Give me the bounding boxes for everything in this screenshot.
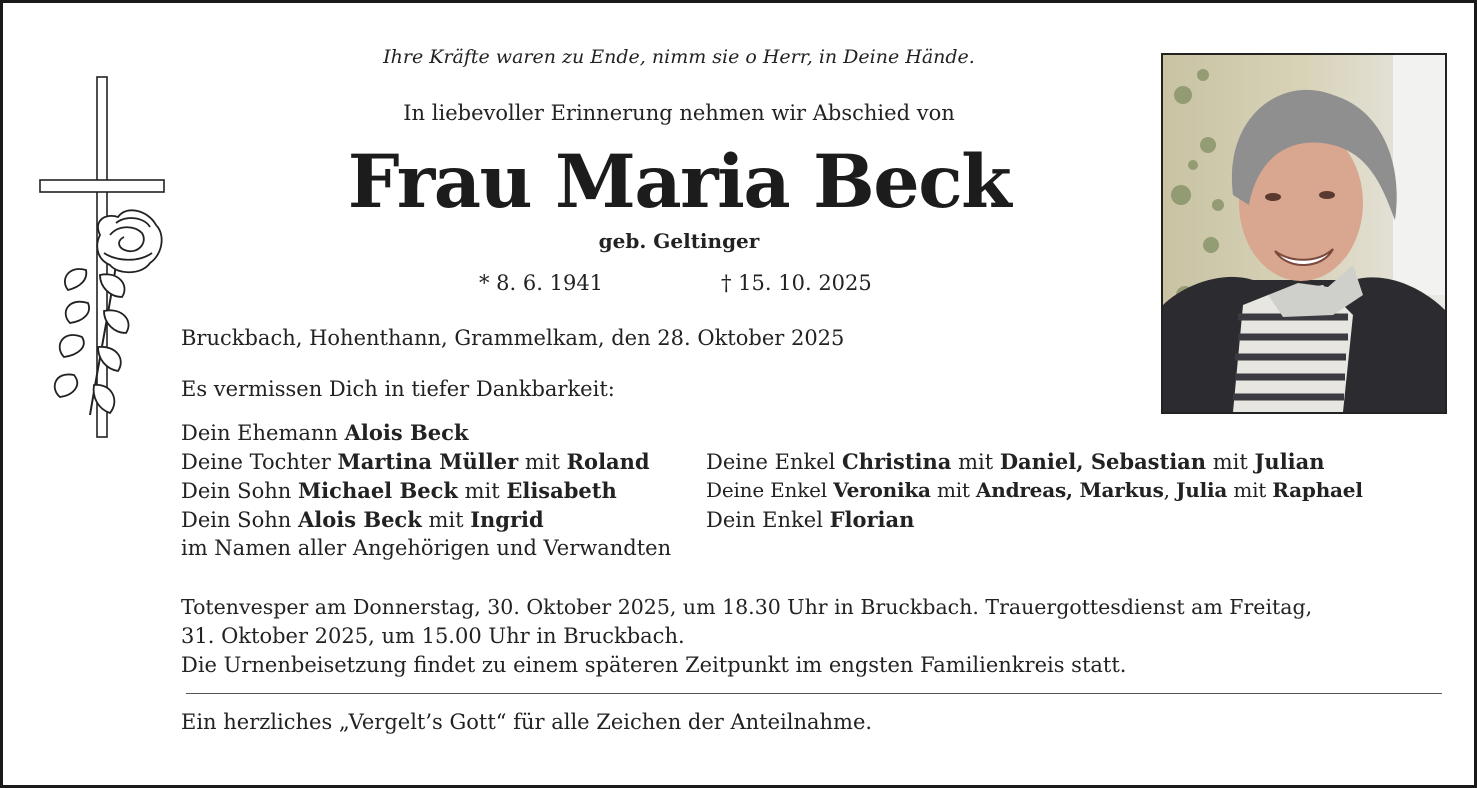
cross-with-rose-icon — [38, 75, 168, 443]
grandchildren-line: Deine Enkel Christina mit Daniel, Sebastian mit Julian — [706, 449, 1325, 474]
deceased-name: Frau Maria Beck — [347, 139, 1011, 225]
death-date: † 15. 10. 2025 — [721, 271, 872, 295]
divider — [186, 693, 1442, 694]
portrait-photo — [1161, 53, 1447, 414]
family-line: Dein Sohn Michael Beck mit Elisabeth — [181, 478, 617, 503]
grandchildren-line: Dein Enkel Florian — [706, 507, 915, 532]
motto-verse: Ihre Kräfte waren zu Ende, nimm sie o Herr, in Deine Hände. — [383, 46, 975, 68]
birth-date: * 8. 6. 1941 — [479, 271, 604, 295]
missed-by-heading: Es vermissen Dich in tiefer Dankbarkeit: — [181, 377, 615, 401]
intro-text: In liebevoller Erinnerung nehmen wir Abschied von — [403, 101, 955, 125]
grandchildren-line: Deine Enkel Veronika mit Andreas, Markus, Julia mit Raphael — [706, 478, 1363, 502]
family-line: Deine Tochter Martina Müller mit Roland — [181, 449, 650, 474]
family-line: Dein Ehemann Alois Beck — [181, 420, 469, 445]
urn-burial-info: Die Urnenbeisetzung findet zu einem späteren Zeitpunkt im engsten Familienkreis statt. — [181, 653, 1127, 677]
thanks-text: Ein herzliches „Vergelt’s Gott“ für alle Zeichen der Anteilnahme. — [181, 710, 873, 734]
maiden-name: geb. Geltinger — [598, 229, 760, 253]
service-info: Totenvesper am Donnerstag, 30. Oktober 2025, um 18.30 Uhr in Bruckbach. Trauergottesdienst am Freitag, — [181, 595, 1313, 619]
service-info: 31. Oktober 2025, um 15.00 Uhr in Bruckbach. — [181, 624, 685, 648]
family-line: im Namen aller Angehörigen und Verwandten — [181, 536, 672, 560]
place-date: Bruckbach, Hohenthann, Grammelkam, den 28. Oktober 2025 — [181, 326, 845, 350]
family-line: Dein Sohn Alois Beck mit Ingrid — [181, 507, 544, 532]
